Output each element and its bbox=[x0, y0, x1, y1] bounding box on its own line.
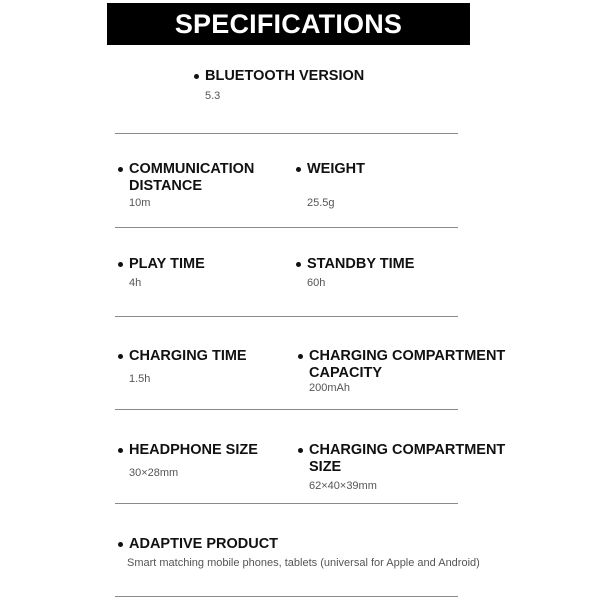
divider bbox=[115, 409, 458, 410]
divider bbox=[115, 133, 458, 134]
spec-value: 10m bbox=[129, 197, 151, 209]
spec-label-line1: CHARGING COMPARTMENT bbox=[309, 348, 506, 364]
spec-value: Smart matching mobile phones, tablets (universal for Apple and Android) bbox=[127, 557, 480, 569]
spec-label: PLAY TIME bbox=[129, 256, 205, 272]
spec-label-line2: SIZE bbox=[309, 459, 342, 475]
spec-value: 30×28mm bbox=[129, 467, 179, 479]
spec-label-line1: COMMUNICATION bbox=[129, 161, 255, 177]
bullet-icon bbox=[298, 448, 303, 453]
bullet-icon bbox=[194, 74, 199, 79]
spec-value: 60h bbox=[307, 277, 326, 289]
spec-label: HEADPHONE SIZE bbox=[129, 442, 258, 458]
bullet-icon bbox=[118, 448, 123, 453]
divider bbox=[115, 316, 458, 317]
spec-value: 5.3 bbox=[205, 90, 221, 102]
spec-weight bbox=[296, 161, 365, 210]
spec-label: CHARGING TIME bbox=[129, 348, 247, 364]
divider bbox=[115, 227, 458, 228]
bullet-icon bbox=[118, 354, 123, 359]
spec-play-time bbox=[118, 256, 205, 290]
spec-standby-time bbox=[296, 256, 414, 290]
spec-value: 1.5h bbox=[129, 373, 151, 385]
bullet-icon bbox=[296, 262, 301, 267]
divider bbox=[115, 503, 458, 504]
spec-compartment-size bbox=[298, 442, 505, 493]
divider bbox=[115, 596, 458, 597]
bullet-icon bbox=[118, 167, 123, 172]
specifications-banner bbox=[107, 3, 470, 45]
bullet-icon bbox=[298, 354, 303, 359]
spec-label: BLUETOOTH VERSION bbox=[205, 68, 365, 84]
bullet-icon bbox=[118, 262, 123, 267]
spec-charging-time bbox=[118, 348, 247, 386]
spec-label-line1: CHARGING COMPARTMENT bbox=[309, 442, 506, 458]
spec-adaptive-product bbox=[118, 536, 480, 570]
spec-value: 4h bbox=[129, 277, 142, 289]
spec-value: 200mAh bbox=[309, 382, 350, 394]
spec-label: ADAPTIVE PRODUCT bbox=[129, 536, 279, 552]
spec-label: STANDBY TIME bbox=[307, 256, 415, 272]
spec-label: WEIGHT bbox=[307, 161, 365, 177]
spec-headphone-size bbox=[118, 442, 258, 480]
spec-value: 62×40×39mm bbox=[309, 480, 377, 492]
page-title: SPECIFICATIONS bbox=[174, 8, 403, 39]
spec-compartment-capacity bbox=[298, 348, 505, 395]
bullet-icon bbox=[296, 167, 301, 172]
spec-value: 25.5g bbox=[307, 197, 335, 209]
spec-bluetooth-version bbox=[194, 68, 364, 103]
spec-communication-distance bbox=[118, 161, 254, 210]
spec-label-line2: CAPACITY bbox=[309, 365, 383, 381]
bullet-icon bbox=[118, 542, 123, 547]
spec-label-line2: DISTANCE bbox=[129, 178, 203, 194]
